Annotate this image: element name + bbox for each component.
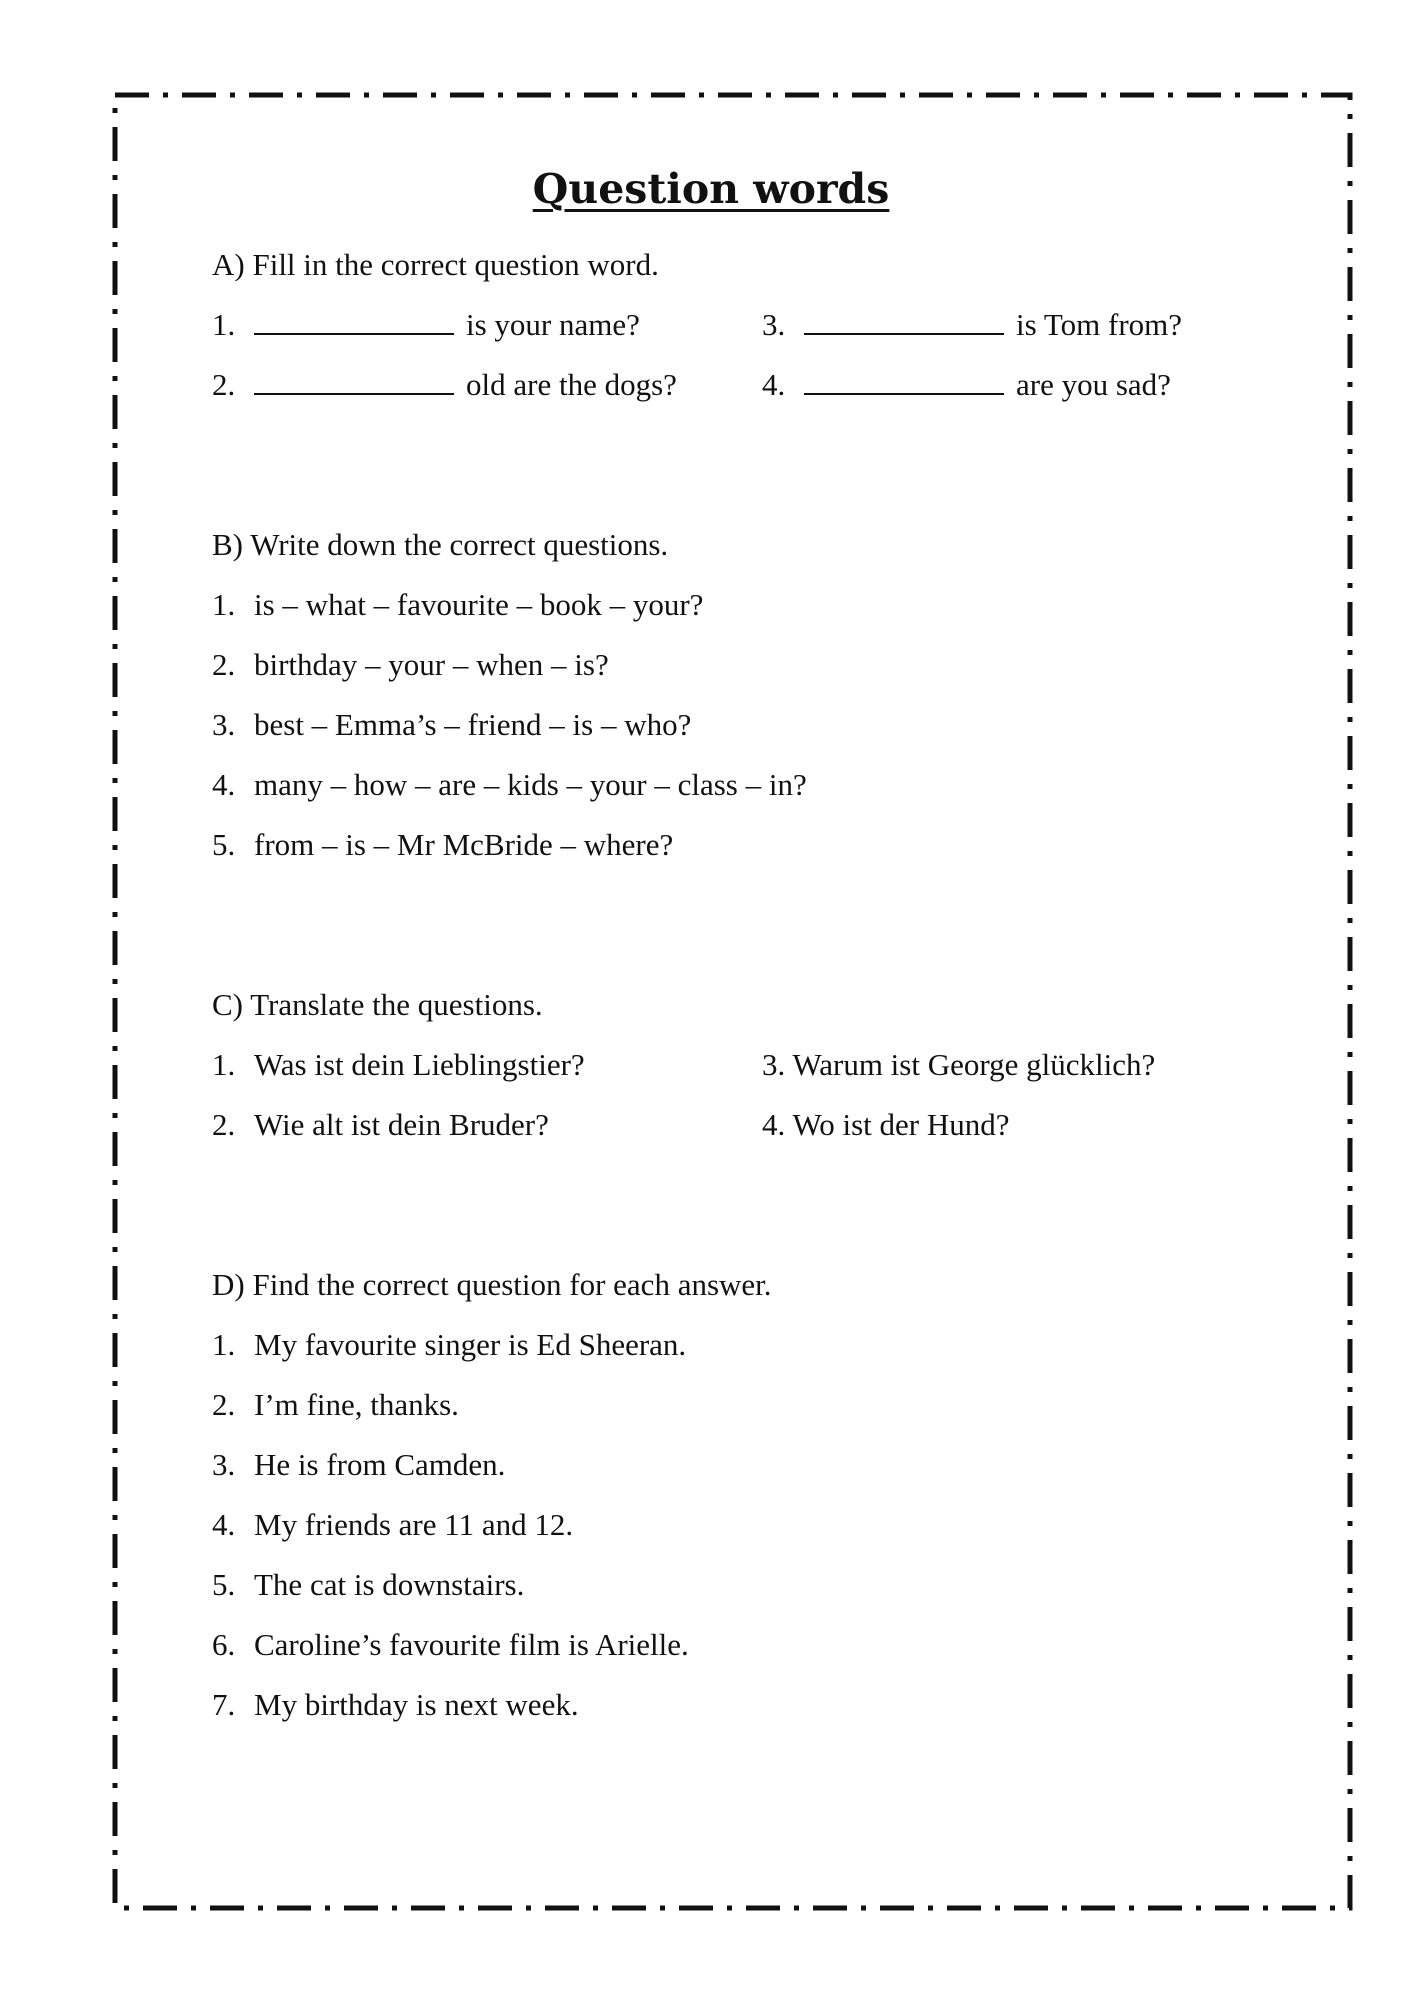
item-text: old are the dogs? (466, 367, 677, 402)
item-number: 4. (762, 1107, 786, 1142)
item-number: 5. (212, 827, 236, 862)
item-text: My favourite singer is Ed Sheeran. (254, 1327, 687, 1362)
item-text: Caroline’s favourite film is Arielle. (254, 1627, 689, 1662)
item-number: 3. (762, 307, 786, 342)
item-text: Wie alt ist dein Bruder? (254, 1107, 549, 1142)
section-d-item-3 (212, 1445, 505, 1485)
section-d-item-6 (212, 1625, 689, 1665)
item-text: I’m fine, thanks. (254, 1387, 459, 1422)
section-d-item-7 (212, 1685, 579, 1725)
item-text: Warum ist George glücklich? (792, 1047, 1156, 1082)
item-number: 4. (212, 767, 236, 802)
item-number: 1. (212, 1047, 236, 1082)
section-c-item-1 (212, 1045, 585, 1085)
item-text: is your name? (466, 307, 640, 342)
section-c-item-3 (762, 1045, 1155, 1085)
section-c-item-4 (762, 1105, 1010, 1145)
section-c-instruction: C) Translate the questions. (212, 987, 543, 1022)
item-text: He is from Camden. (254, 1447, 506, 1482)
answer-blank[interactable] (254, 305, 454, 335)
section-a-instruction: A) Fill in the correct question word. (212, 247, 659, 282)
item-number: 1. (212, 1327, 236, 1362)
item-text: is – what – favourite – book – your? (254, 587, 704, 622)
section-b-item-3 (212, 705, 691, 745)
item-text: Was ist dein Lieblingstier? (254, 1047, 585, 1082)
item-number: 3. (212, 707, 236, 742)
answer-blank[interactable] (804, 365, 1004, 395)
section-d-item-5 (212, 1565, 524, 1605)
item-number: 6. (212, 1627, 236, 1662)
item-text: The cat is downstairs. (254, 1567, 525, 1602)
item-text: My friends are 11 and 12. (254, 1507, 574, 1542)
item-number: 4. (762, 367, 786, 402)
item-text: birthday – your – when – is? (254, 647, 609, 682)
section-d-item-4 (212, 1505, 573, 1545)
answer-blank[interactable] (254, 365, 454, 395)
section-b-item-4 (212, 765, 807, 805)
item-number: 1. (212, 307, 236, 342)
page-title: Question words (532, 165, 890, 213)
item-text: are you sad? (1016, 367, 1171, 402)
item-number: 2. (212, 1387, 236, 1422)
item-number: 2. (212, 1107, 236, 1142)
section-b-item-5 (212, 825, 673, 865)
item-text: many – how – are – kids – your – class – in? (254, 767, 807, 802)
section-b-item-1 (212, 585, 703, 625)
section-c-item-2 (212, 1105, 549, 1145)
item-text: best – Emma’s – friend – is – who? (254, 707, 692, 742)
item-number: 3. (762, 1047, 786, 1082)
item-number: 5. (212, 1567, 236, 1602)
item-number: 3. (212, 1447, 236, 1482)
answer-blank[interactable] (804, 305, 1004, 335)
item-number: 2. (212, 367, 236, 402)
section-a-item-1 (212, 305, 640, 345)
item-number: 7. (212, 1687, 236, 1722)
item-number: 4. (212, 1507, 236, 1542)
section-d-instruction: D) Find the correct question for each answer. (212, 1267, 772, 1302)
section-d-item-1 (212, 1325, 686, 1365)
item-number: 1. (212, 587, 236, 622)
section-d-item-2 (212, 1385, 459, 1425)
section-a-item-4 (762, 365, 1171, 405)
item-text: My birthday is next week. (254, 1687, 579, 1722)
section-a-item-2 (212, 365, 677, 405)
section-b-instruction: B) Write down the correct questions. (212, 527, 669, 562)
item-text: is Tom from? (1016, 307, 1183, 342)
item-text: Wo ist der Hund? (792, 1107, 1010, 1142)
item-text: from – is – Mr McBride – where? (254, 827, 674, 862)
section-b-item-2 (212, 645, 609, 685)
section-a-item-3 (762, 305, 1182, 345)
item-number: 2. (212, 647, 236, 682)
